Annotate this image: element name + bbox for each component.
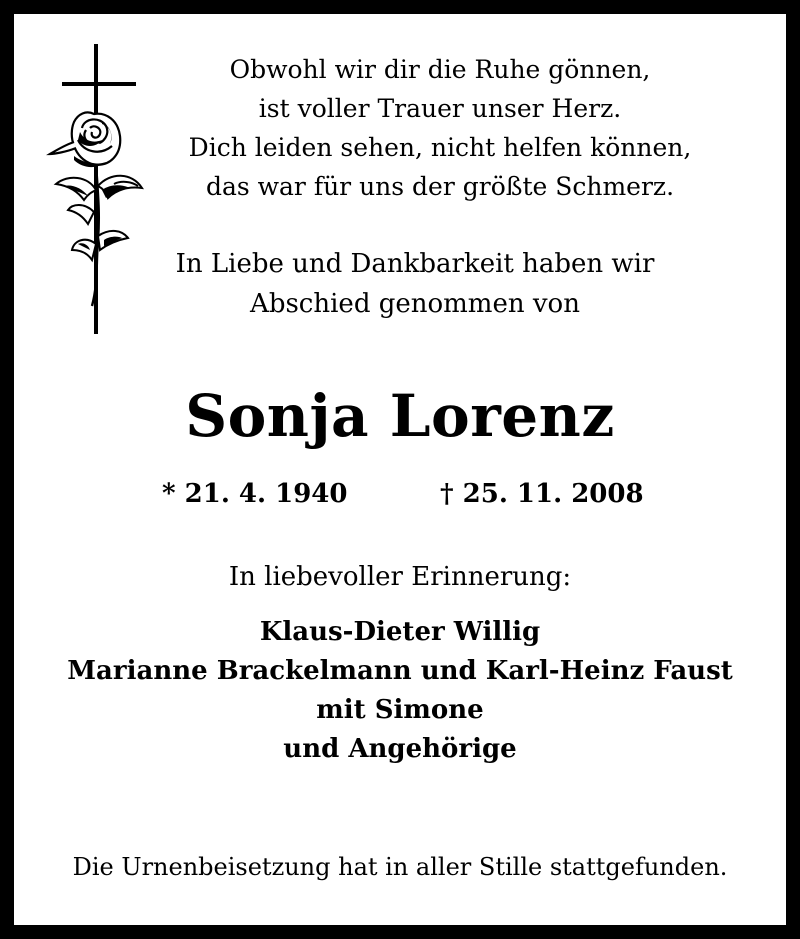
cross-with-rose-icon [44,44,148,336]
death-date: † 25. 11. 2008 [440,479,644,509]
poem-line: Obwohl wir dir die Ruhe gönnen, [229,55,651,84]
farewell-intro [150,244,680,324]
mourner-line: mit Simone [316,695,484,725]
mourner-line: und Angehörige [283,734,517,764]
mourner-line: Marianne Brackelmann und Karl-Heinz Faust [67,656,733,686]
memory-line: In liebevoller Erinnerung: [228,562,572,592]
closing-notice: Die Urnenbeisetzung hat in aller Stille stattgefunden. [72,853,728,881]
poem-line: Dich leiden sehen, nicht helfen können, [188,133,692,162]
deceased-name: Sonja Lorenz [185,382,615,450]
birth-date: * 21. 4. 1940 [162,479,348,509]
poem-line: ist voller Trauer unser Herz. [258,94,622,123]
mourners-list [0,613,800,769]
poem-verse [180,50,700,206]
intro-line: Abschied genommen von [250,289,580,319]
poem-line: das war für uns der größte Schmerz. [205,172,675,201]
mourner-line: Klaus-Dieter Willig [259,617,541,647]
intro-line: In Liebe und Dankbarkeit haben wir [175,249,655,279]
